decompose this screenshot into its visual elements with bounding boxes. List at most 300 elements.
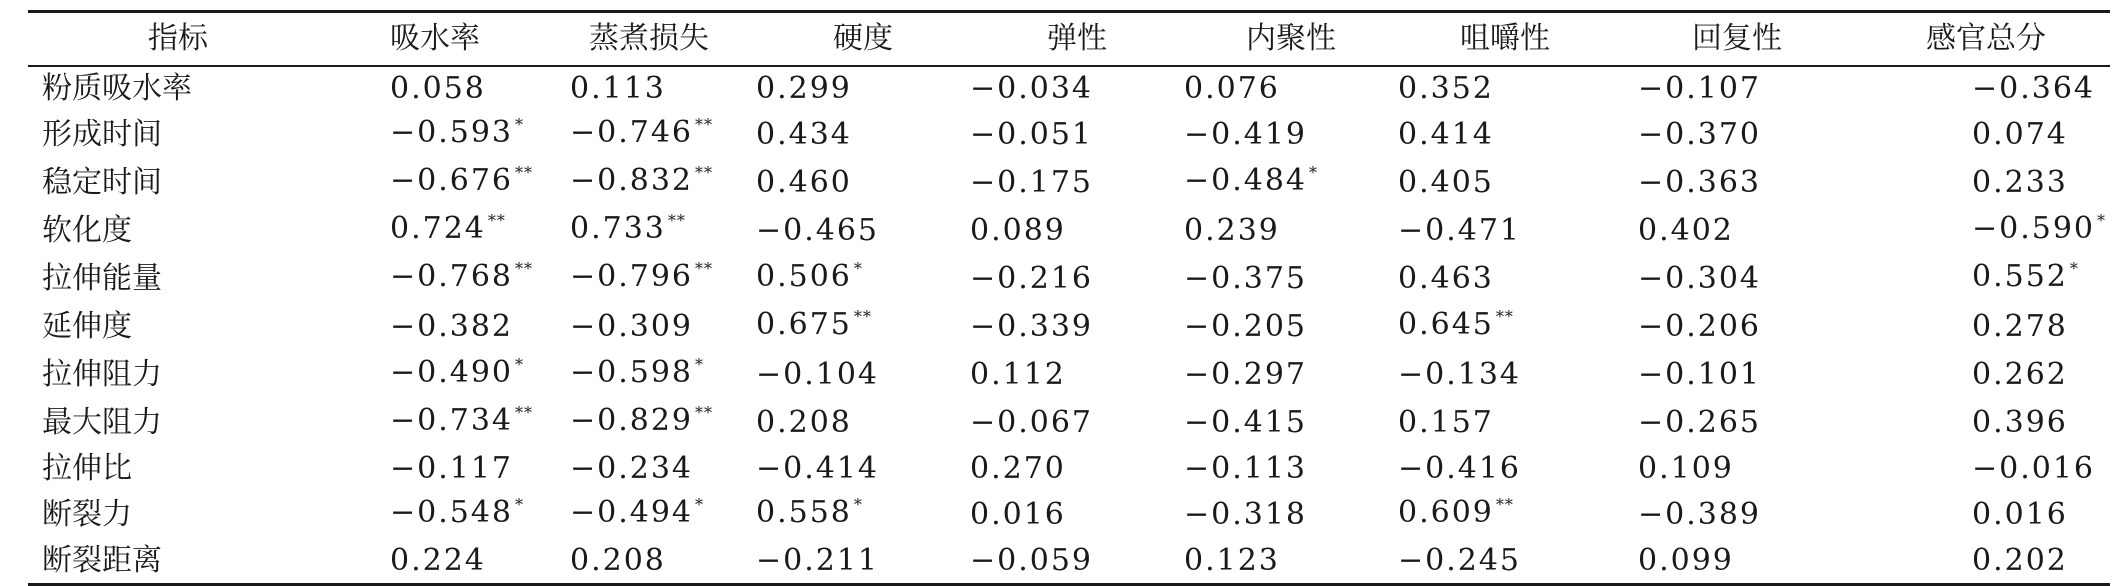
table-cell	[1184, 67, 1398, 111]
table-cell	[1862, 491, 2110, 539]
table-cell	[970, 159, 1184, 207]
table-cell	[1612, 255, 1862, 303]
correlation-value: −0.375	[1184, 261, 1308, 296]
correlation-value: −0.370	[1638, 117, 1762, 152]
correlation-value: 0.016	[1972, 497, 2068, 532]
significance-marker: *	[515, 495, 525, 514]
cell-value-group	[570, 399, 713, 447]
cell-value-group	[570, 111, 713, 159]
table-cell	[1862, 539, 2110, 583]
cell-value-group	[570, 255, 713, 303]
table-body	[28, 67, 2110, 583]
cell-value-group	[570, 159, 713, 207]
table-cell	[1862, 399, 2110, 447]
correlation-value: −0.832	[570, 163, 694, 198]
cell-value-group	[390, 111, 524, 159]
correlation-table-body	[28, 67, 2110, 583]
table-cell	[542, 399, 756, 447]
cell-value-group	[1184, 447, 1307, 491]
table-cell	[1184, 491, 1398, 539]
table-row	[28, 351, 2110, 399]
correlation-value: 0.463	[1398, 261, 1494, 296]
correlation-value: −0.598	[570, 355, 694, 390]
table-row	[28, 255, 2110, 303]
cell-value-group	[756, 255, 863, 303]
cell-value-group	[390, 399, 533, 447]
correlation-value: 0.208	[756, 405, 852, 440]
correlation-value: 0.609	[1398, 495, 1494, 530]
table-row	[28, 303, 2110, 351]
correlation-value: 0.352	[1398, 71, 1494, 106]
correlation-value: −0.107	[1638, 71, 1762, 106]
table-cell	[542, 303, 756, 351]
table-cell	[328, 491, 542, 539]
table-cell	[1398, 67, 1612, 111]
table-cell	[756, 67, 970, 111]
correlation-value: −0.416	[1398, 451, 1522, 486]
correlation-value: −0.205	[1184, 309, 1308, 344]
cell-value-group	[1972, 493, 2068, 537]
significance-marker: **	[487, 211, 506, 230]
correlation-value: −0.059	[970, 543, 1094, 578]
correlation-value: −0.245	[1398, 543, 1522, 578]
table-cell	[1398, 255, 1612, 303]
column-header-indicator: 指标	[148, 21, 208, 56]
cell-value-group	[756, 113, 852, 157]
table-cell	[1398, 447, 1612, 491]
header-row	[28, 13, 2110, 65]
cell-value-group	[1398, 67, 1494, 111]
correlation-value: 0.109	[1638, 451, 1734, 486]
correlation-value: −0.590	[1972, 211, 2096, 246]
correlation-value: −0.175	[970, 165, 1094, 200]
correlation-value: −0.734	[390, 403, 514, 438]
correlation-value: −0.746	[570, 115, 694, 150]
table-cell	[1398, 399, 1612, 447]
table-cell	[756, 159, 970, 207]
correlation-value: −0.216	[970, 261, 1094, 296]
cell-value-group	[1638, 353, 1761, 397]
correlation-value: 0.558	[756, 495, 852, 530]
table-cell	[1862, 303, 2110, 351]
cell-value-group	[390, 539, 486, 583]
cell-value-group	[1398, 491, 1514, 539]
table-cell	[756, 207, 970, 255]
cell-value-group	[1972, 539, 2068, 583]
correlation-value: 0.239	[1184, 213, 1280, 248]
cell-value-group	[1638, 67, 1761, 111]
table-cell	[970, 447, 1184, 491]
significance-marker: *	[695, 495, 705, 514]
correlation-value: 0.113	[570, 71, 666, 106]
cell-value-group	[390, 255, 533, 303]
significance-marker: **	[695, 115, 714, 134]
correlation-value: −0.297	[1184, 357, 1308, 392]
correlation-value: 0.074	[1972, 117, 2068, 152]
correlation-value: −0.104	[756, 357, 880, 392]
cell-value-group	[1972, 255, 2079, 303]
cell-value-group	[1972, 447, 2095, 491]
significance-marker: *	[515, 115, 525, 134]
correlation-table	[28, 13, 2110, 65]
table-cell	[542, 351, 756, 399]
table-cell	[1862, 67, 2110, 111]
cell-value-group	[970, 401, 1093, 445]
table-cell	[1612, 159, 1862, 207]
correlation-value: −0.134	[1398, 357, 1522, 392]
table-cell	[970, 491, 1184, 539]
correlation-value: −0.471	[1398, 213, 1522, 248]
table-row	[28, 67, 2110, 111]
cell-value-group	[1972, 113, 2068, 157]
row-label: 断裂距离	[42, 543, 162, 578]
correlation-value: 0.278	[1972, 309, 2068, 344]
cell-value-group	[1184, 401, 1307, 445]
cell-value-group	[570, 305, 693, 349]
correlation-value: −0.382	[390, 309, 514, 344]
correlation-value: 0.058	[390, 71, 486, 106]
cell-value-group	[1184, 353, 1307, 397]
table-cell	[1184, 539, 1398, 583]
table-cell	[542, 207, 756, 255]
correlation-value: −0.265	[1638, 405, 1762, 440]
table-cell	[970, 255, 1184, 303]
cell-value-group	[1398, 113, 1494, 157]
table-cell	[1862, 111, 2110, 159]
table-cell	[1184, 447, 1398, 491]
cell-value-group	[390, 67, 486, 111]
table-cell	[1398, 539, 1612, 583]
table-cell	[1612, 351, 1862, 399]
correlation-value: −0.067	[970, 405, 1094, 440]
table-cell	[1862, 447, 2110, 491]
table-cell	[756, 491, 970, 539]
cell-value-group	[1972, 161, 2068, 205]
cell-value-group	[970, 257, 1093, 301]
significance-marker: *	[2097, 211, 2107, 230]
correlation-value: 0.016	[970, 497, 1066, 532]
table-header	[28, 13, 2110, 65]
table-cell	[1862, 351, 2110, 399]
significance-marker: *	[695, 355, 705, 374]
table-cell	[328, 399, 542, 447]
table-cell	[1184, 207, 1398, 255]
cell-value-group	[1972, 207, 2106, 255]
table-cell	[1398, 207, 1612, 255]
table-cell	[756, 447, 970, 491]
table-cell	[756, 351, 970, 399]
table-cell	[328, 539, 542, 583]
cell-value-group	[390, 447, 513, 491]
table-cell	[1612, 303, 1862, 351]
significance-marker: *	[853, 259, 863, 278]
correlation-value: 0.157	[1398, 405, 1494, 440]
cell-value-group	[1638, 493, 1761, 537]
correlation-value: −0.016	[1972, 451, 2096, 486]
correlation-value: −0.363	[1638, 165, 1762, 200]
correlation-value: −0.309	[570, 309, 694, 344]
significance-marker: **	[515, 163, 534, 182]
cell-value-group	[1638, 113, 1761, 157]
table-cell	[1398, 111, 1612, 159]
table-cell	[1184, 111, 1398, 159]
table-cell	[542, 539, 756, 583]
row-label: 拉伸能量	[42, 261, 162, 296]
table-cell	[970, 207, 1184, 255]
table-cell	[328, 255, 542, 303]
row-label: 拉伸比	[42, 451, 132, 486]
significance-marker: **	[1495, 307, 1514, 326]
correlation-value: 0.724	[390, 211, 486, 246]
significance-marker: *	[2069, 259, 2079, 278]
table-row	[28, 447, 2110, 491]
correlation-value: 0.414	[1398, 117, 1494, 152]
cell-value-group	[390, 351, 524, 399]
correlation-value: 0.202	[1972, 543, 2068, 578]
table-cell	[1612, 539, 1862, 583]
table-cell	[1398, 159, 1612, 207]
significance-marker: *	[1309, 163, 1319, 182]
table-row	[28, 111, 2110, 159]
cell-value-group	[970, 353, 1066, 397]
correlation-value: 0.405	[1398, 165, 1494, 200]
correlation-value: 0.099	[1638, 543, 1734, 578]
table-cell	[328, 447, 542, 491]
column-header: 吸水率	[390, 21, 480, 56]
correlation-value: −0.593	[390, 115, 514, 150]
cell-value-group	[756, 491, 863, 539]
cell-value-group	[390, 491, 524, 539]
table-row	[28, 491, 2110, 539]
correlation-value: 0.089	[970, 213, 1066, 248]
correlation-value: −0.051	[970, 117, 1094, 152]
table-cell	[756, 399, 970, 447]
correlation-value: −0.034	[970, 71, 1094, 106]
cell-value-group	[1638, 161, 1761, 205]
table-cell	[542, 159, 756, 207]
table-cell	[1862, 255, 2110, 303]
correlation-value: 0.733	[570, 211, 666, 246]
cell-value-group	[1398, 209, 1521, 253]
column-header: 弹性	[1047, 21, 1107, 56]
cell-value-group	[570, 539, 666, 583]
cell-value-group	[1398, 161, 1494, 205]
cell-value-group	[756, 303, 872, 351]
column-header: 回复性	[1692, 21, 1782, 56]
table-cell	[756, 111, 970, 159]
correlation-value: 0.299	[756, 71, 852, 106]
correlation-value: −0.548	[390, 495, 514, 530]
table-cell	[1184, 255, 1398, 303]
cell-value-group	[756, 539, 879, 583]
cell-value-group	[1972, 305, 2068, 349]
correlation-value: 0.076	[1184, 71, 1280, 106]
correlation-value: −0.484	[1184, 163, 1308, 198]
cell-value-group	[390, 207, 506, 255]
table-cell	[970, 399, 1184, 447]
cell-value-group	[1638, 539, 1734, 583]
correlation-value: −0.490	[390, 355, 514, 390]
correlation-value: −0.494	[570, 495, 694, 530]
row-label: 拉伸阻力	[42, 357, 162, 392]
cell-value-group	[1638, 401, 1761, 445]
correlation-value: −0.364	[1972, 71, 2096, 106]
cell-value-group	[756, 447, 879, 491]
table-row	[28, 159, 2110, 207]
column-header: 内聚性	[1246, 21, 1336, 56]
table-cell	[1184, 303, 1398, 351]
table-cell	[970, 351, 1184, 399]
table-cell	[970, 111, 1184, 159]
cell-value-group	[1972, 67, 2095, 111]
table-cell	[328, 351, 542, 399]
table-cell	[1612, 447, 1862, 491]
cell-value-group	[756, 209, 879, 253]
correlation-value: 0.402	[1638, 213, 1734, 248]
cell-value-group	[1972, 401, 2068, 445]
cell-value-group	[1398, 401, 1494, 445]
significance-marker: *	[515, 355, 525, 374]
table-cell	[328, 303, 542, 351]
correlation-value: −0.796	[570, 259, 694, 294]
table-cell	[328, 111, 542, 159]
cell-value-group	[570, 207, 686, 255]
cell-value-group	[1398, 353, 1521, 397]
row-label: 稳定时间	[42, 165, 162, 200]
significance-marker: **	[1495, 495, 1514, 514]
cell-value-group	[1184, 257, 1307, 301]
cell-value-group	[970, 113, 1093, 157]
significance-marker: **	[853, 307, 872, 326]
correlation-value: −0.419	[1184, 117, 1308, 152]
table-row	[28, 207, 2110, 255]
cell-value-group	[1398, 257, 1494, 301]
table-cell	[756, 255, 970, 303]
correlation-value: 0.233	[1972, 165, 2068, 200]
cell-value-group	[1184, 493, 1307, 537]
column-header: 蒸煮损失	[589, 21, 709, 56]
table-cell	[970, 303, 1184, 351]
table-cell	[542, 447, 756, 491]
significance-marker: **	[515, 403, 534, 422]
column-header: 感官总分	[1926, 21, 2046, 56]
cell-value-group	[756, 67, 852, 111]
cell-value-group	[390, 159, 533, 207]
cell-value-group	[1184, 113, 1307, 157]
correlation-value: 0.434	[756, 117, 852, 152]
correlation-table-container	[28, 0, 2110, 586]
cell-value-group	[1638, 257, 1761, 301]
cell-value-group	[1398, 539, 1521, 583]
table-cell	[542, 491, 756, 539]
table-row	[28, 539, 2110, 583]
table-cell	[970, 539, 1184, 583]
correlation-value: −0.676	[390, 163, 514, 198]
table-cell	[1398, 491, 1612, 539]
table-cell	[1184, 159, 1398, 207]
correlation-value: 0.396	[1972, 405, 2068, 440]
cell-value-group	[756, 353, 879, 397]
table-cell	[542, 111, 756, 159]
correlation-value: −0.339	[970, 309, 1094, 344]
table-cell	[1612, 491, 1862, 539]
cell-value-group	[570, 67, 666, 111]
correlation-value: −0.304	[1638, 261, 1762, 296]
table-cell	[328, 207, 542, 255]
cell-value-group	[1398, 447, 1521, 491]
correlation-value: 0.208	[570, 543, 666, 578]
significance-marker: **	[695, 163, 714, 182]
cell-value-group	[1972, 353, 2068, 397]
table-cell	[756, 303, 970, 351]
correlation-value: −0.101	[1638, 357, 1762, 392]
correlation-value: 0.506	[756, 259, 852, 294]
cell-value-group	[970, 493, 1066, 537]
correlation-value: 0.552	[1972, 259, 2068, 294]
correlation-value: −0.414	[756, 451, 880, 486]
cell-value-group	[756, 401, 852, 445]
correlation-value: −0.829	[570, 403, 694, 438]
significance-marker: *	[853, 495, 863, 514]
correlation-value: −0.113	[1184, 451, 1308, 486]
row-label: 粉质吸水率	[42, 71, 192, 106]
cell-value-group	[970, 209, 1066, 253]
cell-value-group	[570, 351, 704, 399]
significance-marker: **	[695, 403, 714, 422]
row-label: 断裂力	[42, 497, 132, 532]
table-cell	[542, 67, 756, 111]
cell-value-group	[1638, 209, 1734, 253]
correlation-value: 0.645	[1398, 307, 1494, 342]
cell-value-group	[970, 67, 1093, 111]
table-cell	[1612, 399, 1862, 447]
cell-value-group	[970, 305, 1093, 349]
cell-value-group	[1184, 67, 1280, 111]
significance-marker: **	[667, 211, 686, 230]
table-cell	[1612, 67, 1862, 111]
row-label: 最大阻力	[42, 405, 162, 440]
cell-value-group	[1398, 303, 1514, 351]
column-header: 硬度	[833, 21, 893, 56]
row-label: 软化度	[42, 213, 132, 248]
cell-value-group	[756, 161, 852, 205]
table-cell	[756, 539, 970, 583]
cell-value-group	[970, 161, 1093, 205]
cell-value-group	[970, 539, 1093, 583]
table-cell	[1184, 351, 1398, 399]
significance-marker: **	[695, 259, 714, 278]
cell-value-group	[1184, 209, 1280, 253]
cell-value-group	[1184, 159, 1318, 207]
table-cell	[542, 255, 756, 303]
row-label: 形成时间	[42, 117, 162, 152]
correlation-value: −0.211	[756, 543, 880, 578]
table-cell	[1862, 207, 2110, 255]
correlation-value: −0.206	[1638, 309, 1762, 344]
correlation-value: 0.224	[390, 543, 486, 578]
correlation-value: −0.117	[390, 451, 514, 486]
row-label: 延伸度	[42, 309, 132, 344]
cell-value-group	[970, 447, 1066, 491]
table-row	[28, 399, 2110, 447]
correlation-value: 0.123	[1184, 543, 1280, 578]
correlation-value: 0.112	[970, 357, 1066, 392]
cell-value-group	[1184, 305, 1307, 349]
correlation-value: 0.460	[756, 165, 852, 200]
cell-value-group	[390, 305, 513, 349]
cell-value-group	[570, 447, 693, 491]
column-header: 咀嚼性	[1460, 21, 1550, 56]
